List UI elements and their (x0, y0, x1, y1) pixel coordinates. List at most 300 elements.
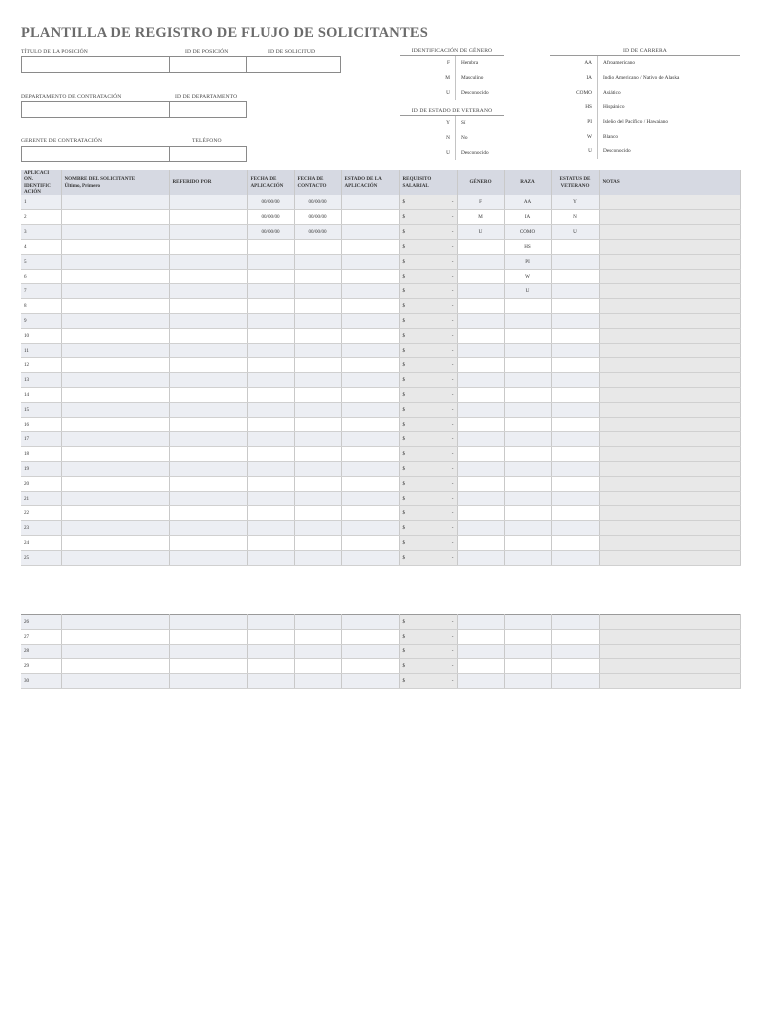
cell-application-date[interactable] (247, 432, 294, 447)
cell-notes[interactable] (599, 447, 740, 462)
cell-application-date[interactable] (247, 314, 294, 329)
cell-veteran-status[interactable] (551, 254, 599, 269)
cell-salary-requirement[interactable] (399, 447, 457, 462)
cell-contact-date[interactable] (294, 417, 341, 432)
cell-salary-requirement[interactable] (399, 506, 457, 521)
cell-notes[interactable] (599, 476, 740, 491)
cell-veteran-status[interactable] (551, 506, 599, 521)
cell-contact-date[interactable] (294, 314, 341, 329)
cell-gender[interactable] (457, 388, 504, 403)
cell-application-status[interactable] (341, 388, 399, 403)
cell-race[interactable] (504, 417, 551, 432)
cell-veteran-status[interactable] (551, 373, 599, 388)
cell-salary-requirement[interactable] (399, 659, 457, 674)
cell-gender[interactable] (457, 299, 504, 314)
cell-contact-date[interactable] (294, 240, 341, 255)
cell-race[interactable] (504, 373, 551, 388)
cell-applicant-name[interactable] (61, 536, 169, 551)
cell-notes[interactable] (599, 417, 740, 432)
cell-applicant-name[interactable] (61, 284, 169, 299)
cell-referred-by[interactable] (169, 659, 247, 674)
cell-referred-by[interactable] (169, 210, 247, 225)
cell-race[interactable] (504, 550, 551, 565)
cell-applicant-name[interactable] (61, 550, 169, 565)
cell-veteran-status[interactable] (551, 432, 599, 447)
cell-referred-by[interactable] (169, 506, 247, 521)
cell-veteran-status[interactable] (551, 644, 599, 659)
cell-referred-by[interactable] (169, 521, 247, 536)
cell-contact-date[interactable] (294, 521, 341, 536)
cell-salary-requirement[interactable] (399, 254, 457, 269)
cell-application-date[interactable] (247, 521, 294, 536)
cell-applicant-name[interactable] (61, 432, 169, 447)
cell-notes[interactable] (599, 659, 740, 674)
cell-race[interactable] (504, 615, 551, 630)
cell-veteran-status[interactable] (551, 328, 599, 343)
department-field[interactable] (21, 101, 170, 118)
cell-application-status[interactable] (341, 328, 399, 343)
cell-application-status[interactable] (341, 674, 399, 689)
cell-contact-date[interactable] (294, 402, 341, 417)
cell-referred-by[interactable] (169, 299, 247, 314)
cell-gender[interactable] (457, 659, 504, 674)
cell-salary-requirement[interactable] (399, 402, 457, 417)
cell-applicant-name[interactable] (61, 402, 169, 417)
cell-race[interactable]: AA (504, 195, 551, 210)
cell-applicant-name[interactable] (61, 447, 169, 462)
cell-application-date[interactable] (247, 536, 294, 551)
cell-race[interactable] (504, 659, 551, 674)
cell-referred-by[interactable] (169, 550, 247, 565)
cell-application-status[interactable] (341, 225, 399, 240)
cell-application-date[interactable] (247, 388, 294, 403)
cell-notes[interactable] (599, 629, 740, 644)
cell-veteran-status[interactable] (551, 462, 599, 477)
cell-application-status[interactable] (341, 629, 399, 644)
cell-veteran-status[interactable] (551, 659, 599, 674)
cell-race[interactable] (504, 476, 551, 491)
cell-gender[interactable] (457, 615, 504, 630)
cell-applicant-name[interactable] (61, 225, 169, 240)
cell-salary-requirement[interactable] (399, 476, 457, 491)
cell-notes[interactable] (599, 284, 740, 299)
cell-application-status[interactable] (341, 462, 399, 477)
phone-field[interactable] (169, 146, 247, 162)
cell-notes[interactable] (599, 462, 740, 477)
cell-contact-date[interactable] (294, 284, 341, 299)
cell-gender[interactable] (457, 462, 504, 477)
cell-salary-requirement[interactable] (399, 358, 457, 373)
cell-referred-by[interactable] (169, 536, 247, 551)
cell-notes[interactable] (599, 328, 740, 343)
cell-notes[interactable] (599, 644, 740, 659)
cell-application-date[interactable] (247, 674, 294, 689)
cell-salary-requirement[interactable] (399, 462, 457, 477)
cell-application-status[interactable] (341, 521, 399, 536)
cell-race[interactable] (504, 402, 551, 417)
cell-race[interactable] (504, 491, 551, 506)
cell-referred-by[interactable] (169, 615, 247, 630)
cell-veteran-status[interactable] (551, 284, 599, 299)
cell-application-date[interactable] (247, 644, 294, 659)
cell-notes[interactable] (599, 210, 740, 225)
cell-contact-date[interactable] (294, 269, 341, 284)
cell-notes[interactable] (599, 615, 740, 630)
manager-field[interactable] (21, 146, 170, 162)
cell-notes[interactable] (599, 432, 740, 447)
cell-application-status[interactable] (341, 373, 399, 388)
cell-race[interactable] (504, 343, 551, 358)
cell-application-status[interactable] (341, 432, 399, 447)
cell-application-date[interactable] (247, 659, 294, 674)
cell-applicant-name[interactable] (61, 462, 169, 477)
cell-referred-by[interactable] (169, 225, 247, 240)
cell-contact-date[interactable]: 00/00/00 (294, 225, 341, 240)
cell-applicant-name[interactable] (61, 615, 169, 630)
cell-referred-by[interactable] (169, 254, 247, 269)
cell-contact-date[interactable] (294, 644, 341, 659)
cell-notes[interactable] (599, 373, 740, 388)
cell-veteran-status[interactable] (551, 314, 599, 329)
cell-contact-date[interactable] (294, 674, 341, 689)
cell-veteran-status[interactable]: Y (551, 195, 599, 210)
cell-applicant-name[interactable] (61, 476, 169, 491)
cell-race[interactable] (504, 299, 551, 314)
cell-race[interactable]: IA (504, 210, 551, 225)
cell-application-date[interactable] (247, 417, 294, 432)
cell-application-status[interactable] (341, 284, 399, 299)
cell-salary-requirement[interactable] (399, 644, 457, 659)
cell-applicant-name[interactable] (61, 674, 169, 689)
cell-gender[interactable]: F (457, 195, 504, 210)
cell-application-date[interactable]: 00/00/00 (247, 195, 294, 210)
cell-contact-date[interactable] (294, 254, 341, 269)
cell-applicant-name[interactable] (61, 644, 169, 659)
cell-application-date[interactable] (247, 343, 294, 358)
cell-race[interactable]: U (504, 284, 551, 299)
cell-referred-by[interactable] (169, 373, 247, 388)
cell-salary-requirement[interactable] (399, 299, 457, 314)
cell-gender[interactable] (457, 550, 504, 565)
cell-gender[interactable]: U (457, 225, 504, 240)
cell-contact-date[interactable] (294, 629, 341, 644)
cell-race[interactable] (504, 462, 551, 477)
cell-race[interactable] (504, 432, 551, 447)
cell-salary-requirement[interactable] (399, 225, 457, 240)
cell-referred-by[interactable] (169, 462, 247, 477)
cell-application-date[interactable] (247, 462, 294, 477)
cell-gender[interactable] (457, 358, 504, 373)
cell-application-date[interactable] (247, 402, 294, 417)
cell-contact-date[interactable] (294, 432, 341, 447)
cell-veteran-status[interactable] (551, 536, 599, 551)
cell-veteran-status[interactable] (551, 447, 599, 462)
cell-referred-by[interactable] (169, 629, 247, 644)
cell-application-date[interactable] (247, 506, 294, 521)
cell-veteran-status[interactable] (551, 550, 599, 565)
cell-race[interactable] (504, 328, 551, 343)
cell-gender[interactable] (457, 373, 504, 388)
position-id-field[interactable] (169, 56, 247, 73)
cell-notes[interactable] (599, 269, 740, 284)
cell-application-status[interactable] (341, 358, 399, 373)
cell-gender[interactable] (457, 644, 504, 659)
cell-gender[interactable] (457, 476, 504, 491)
cell-contact-date[interactable] (294, 358, 341, 373)
cell-contact-date[interactable] (294, 343, 341, 358)
cell-veteran-status[interactable] (551, 629, 599, 644)
cell-referred-by[interactable] (169, 284, 247, 299)
cell-application-date[interactable] (247, 550, 294, 565)
cell-salary-requirement[interactable] (399, 328, 457, 343)
cell-application-status[interactable] (341, 254, 399, 269)
cell-contact-date[interactable] (294, 659, 341, 674)
cell-referred-by[interactable] (169, 343, 247, 358)
cell-contact-date[interactable]: 00/00/00 (294, 210, 341, 225)
cell-gender[interactable] (457, 417, 504, 432)
cell-salary-requirement[interactable] (399, 417, 457, 432)
cell-veteran-status[interactable] (551, 674, 599, 689)
cell-salary-requirement[interactable] (399, 521, 457, 536)
cell-salary-requirement[interactable] (399, 615, 457, 630)
cell-applicant-name[interactable] (61, 314, 169, 329)
cell-application-status[interactable] (341, 299, 399, 314)
cell-gender[interactable] (457, 269, 504, 284)
cell-application-date[interactable] (247, 240, 294, 255)
cell-salary-requirement[interactable] (399, 373, 457, 388)
cell-veteran-status[interactable] (551, 240, 599, 255)
cell-application-status[interactable] (341, 269, 399, 284)
cell-application-status[interactable] (341, 536, 399, 551)
cell-salary-requirement[interactable] (399, 240, 457, 255)
cell-contact-date[interactable] (294, 506, 341, 521)
cell-gender[interactable] (457, 343, 504, 358)
cell-salary-requirement[interactable] (399, 629, 457, 644)
cell-referred-by[interactable] (169, 240, 247, 255)
cell-gender[interactable]: M (457, 210, 504, 225)
cell-race[interactable] (504, 521, 551, 536)
cell-contact-date[interactable]: 00/00/00 (294, 195, 341, 210)
cell-veteran-status[interactable] (551, 521, 599, 536)
cell-gender[interactable] (457, 284, 504, 299)
cell-notes[interactable] (599, 521, 740, 536)
cell-application-status[interactable] (341, 240, 399, 255)
cell-application-date[interactable] (247, 615, 294, 630)
cell-notes[interactable] (599, 225, 740, 240)
cell-veteran-status[interactable] (551, 402, 599, 417)
cell-applicant-name[interactable] (61, 358, 169, 373)
cell-salary-requirement[interactable] (399, 388, 457, 403)
cell-notes[interactable] (599, 299, 740, 314)
cell-race[interactable] (504, 536, 551, 551)
cell-race[interactable]: W (504, 269, 551, 284)
cell-contact-date[interactable] (294, 615, 341, 630)
cell-race[interactable] (504, 506, 551, 521)
cell-application-status[interactable] (341, 402, 399, 417)
cell-applicant-name[interactable] (61, 373, 169, 388)
cell-applicant-name[interactable] (61, 417, 169, 432)
cell-referred-by[interactable] (169, 314, 247, 329)
cell-contact-date[interactable] (294, 491, 341, 506)
cell-notes[interactable] (599, 254, 740, 269)
cell-applicant-name[interactable] (61, 328, 169, 343)
cell-referred-by[interactable] (169, 417, 247, 432)
cell-application-date[interactable] (247, 328, 294, 343)
cell-salary-requirement[interactable] (399, 343, 457, 358)
cell-salary-requirement[interactable] (399, 314, 457, 329)
cell-applicant-name[interactable] (61, 254, 169, 269)
cell-application-status[interactable] (341, 644, 399, 659)
cell-notes[interactable] (599, 674, 740, 689)
cell-application-date[interactable]: 00/00/00 (247, 210, 294, 225)
cell-notes[interactable] (599, 388, 740, 403)
cell-race[interactable] (504, 629, 551, 644)
cell-applicant-name[interactable] (61, 388, 169, 403)
cell-race[interactable] (504, 644, 551, 659)
cell-application-date[interactable] (247, 254, 294, 269)
cell-notes[interactable] (599, 343, 740, 358)
cell-referred-by[interactable] (169, 644, 247, 659)
cell-salary-requirement[interactable] (399, 536, 457, 551)
cell-application-date[interactable] (247, 629, 294, 644)
cell-contact-date[interactable] (294, 447, 341, 462)
cell-application-date[interactable] (247, 284, 294, 299)
cell-notes[interactable] (599, 506, 740, 521)
cell-application-status[interactable] (341, 615, 399, 630)
cell-veteran-status[interactable] (551, 388, 599, 403)
cell-veteran-status[interactable] (551, 358, 599, 373)
cell-veteran-status[interactable]: N (551, 210, 599, 225)
cell-referred-by[interactable] (169, 674, 247, 689)
cell-veteran-status[interactable] (551, 615, 599, 630)
cell-salary-requirement[interactable] (399, 284, 457, 299)
cell-applicant-name[interactable] (61, 629, 169, 644)
cell-race[interactable]: COMO (504, 225, 551, 240)
cell-application-status[interactable] (341, 195, 399, 210)
cell-gender[interactable] (457, 402, 504, 417)
cell-race[interactable] (504, 447, 551, 462)
cell-veteran-status[interactable] (551, 491, 599, 506)
cell-applicant-name[interactable] (61, 659, 169, 674)
cell-notes[interactable] (599, 550, 740, 565)
cell-application-status[interactable] (341, 476, 399, 491)
cell-referred-by[interactable] (169, 195, 247, 210)
cell-race[interactable] (504, 388, 551, 403)
cell-veteran-status[interactable] (551, 343, 599, 358)
cell-contact-date[interactable] (294, 476, 341, 491)
cell-referred-by[interactable] (169, 388, 247, 403)
cell-contact-date[interactable] (294, 536, 341, 551)
cell-application-date[interactable] (247, 358, 294, 373)
cell-contact-date[interactable] (294, 462, 341, 477)
cell-veteran-status[interactable]: U (551, 225, 599, 240)
cell-salary-requirement[interactable] (399, 550, 457, 565)
cell-salary-requirement[interactable] (399, 432, 457, 447)
cell-salary-requirement[interactable] (399, 269, 457, 284)
cell-gender[interactable] (457, 447, 504, 462)
cell-salary-requirement[interactable] (399, 491, 457, 506)
cell-gender[interactable] (457, 240, 504, 255)
cell-applicant-name[interactable] (61, 343, 169, 358)
cell-referred-by[interactable] (169, 432, 247, 447)
cell-referred-by[interactable] (169, 491, 247, 506)
cell-referred-by[interactable] (169, 269, 247, 284)
cell-application-date[interactable] (247, 373, 294, 388)
department-id-field[interactable] (169, 101, 247, 118)
cell-notes[interactable] (599, 491, 740, 506)
position-title-field[interactable] (21, 56, 170, 73)
cell-gender[interactable] (457, 314, 504, 329)
cell-application-status[interactable] (341, 210, 399, 225)
cell-application-status[interactable] (341, 417, 399, 432)
cell-contact-date[interactable] (294, 373, 341, 388)
cell-application-date[interactable] (247, 447, 294, 462)
cell-applicant-name[interactable] (61, 240, 169, 255)
cell-application-status[interactable] (341, 491, 399, 506)
cell-application-status[interactable] (341, 314, 399, 329)
cell-contact-date[interactable] (294, 299, 341, 314)
cell-gender[interactable] (457, 536, 504, 551)
cell-applicant-name[interactable] (61, 299, 169, 314)
cell-referred-by[interactable] (169, 328, 247, 343)
cell-race[interactable] (504, 358, 551, 373)
cell-application-status[interactable] (341, 550, 399, 565)
cell-application-status[interactable] (341, 447, 399, 462)
cell-notes[interactable] (599, 402, 740, 417)
cell-contact-date[interactable] (294, 550, 341, 565)
cell-notes[interactable] (599, 536, 740, 551)
cell-race[interactable] (504, 314, 551, 329)
cell-gender[interactable] (457, 328, 504, 343)
cell-contact-date[interactable] (294, 388, 341, 403)
cell-gender[interactable] (457, 629, 504, 644)
cell-applicant-name[interactable] (61, 506, 169, 521)
cell-gender[interactable] (457, 491, 504, 506)
cell-notes[interactable] (599, 195, 740, 210)
cell-gender[interactable] (457, 674, 504, 689)
cell-notes[interactable] (599, 314, 740, 329)
cell-referred-by[interactable] (169, 402, 247, 417)
cell-salary-requirement[interactable] (399, 210, 457, 225)
cell-application-date[interactable]: 00/00/00 (247, 225, 294, 240)
cell-application-status[interactable] (341, 506, 399, 521)
cell-application-date[interactable] (247, 299, 294, 314)
cell-application-status[interactable] (341, 343, 399, 358)
cell-salary-requirement[interactable] (399, 674, 457, 689)
cell-applicant-name[interactable] (61, 491, 169, 506)
cell-notes[interactable] (599, 358, 740, 373)
cell-applicant-name[interactable] (61, 521, 169, 536)
cell-notes[interactable] (599, 240, 740, 255)
cell-applicant-name[interactable] (61, 195, 169, 210)
cell-application-date[interactable] (247, 269, 294, 284)
requisition-id-field[interactable] (246, 56, 341, 73)
cell-applicant-name[interactable] (61, 210, 169, 225)
cell-contact-date[interactable] (294, 328, 341, 343)
cell-race[interactable]: HS (504, 240, 551, 255)
cell-veteran-status[interactable] (551, 417, 599, 432)
cell-veteran-status[interactable] (551, 476, 599, 491)
cell-application-date[interactable] (247, 491, 294, 506)
cell-race[interactable] (504, 674, 551, 689)
cell-gender[interactable] (457, 432, 504, 447)
cell-salary-requirement[interactable] (399, 195, 457, 210)
cell-gender[interactable] (457, 506, 504, 521)
cell-veteran-status[interactable] (551, 269, 599, 284)
cell-referred-by[interactable] (169, 447, 247, 462)
cell-referred-by[interactable] (169, 476, 247, 491)
cell-application-status[interactable] (341, 659, 399, 674)
